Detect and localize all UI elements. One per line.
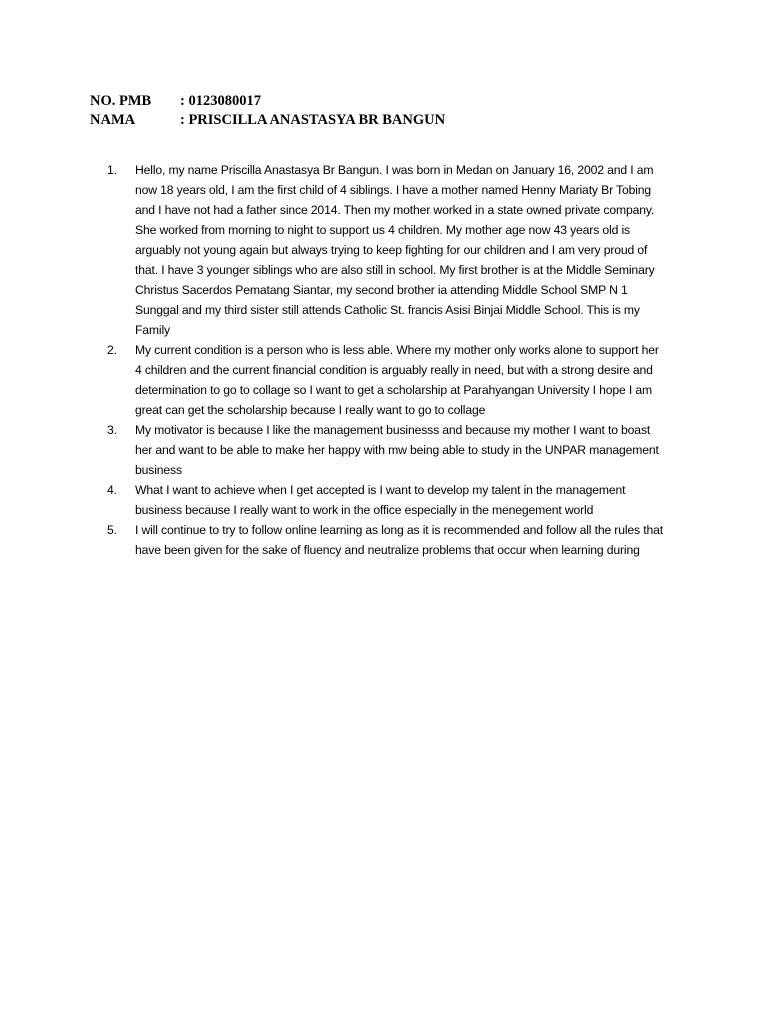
pmb-label: NO. PMB [90, 93, 152, 109]
list-item [107, 340, 667, 420]
numbered-list [107, 160, 667, 560]
list-item [107, 480, 667, 520]
list-item-text: What I want to achieve when I get accepted is I want to develop my talent in the management business because I really want to work in the office especially in the menegement world [135, 483, 626, 517]
pmb-value: : 0123080017 [180, 93, 261, 109]
nama-value: : PRISCILLA ANASTASYA BR BANGUN [180, 112, 446, 128]
list-item [107, 160, 667, 340]
list-item-number: 5. [107, 523, 117, 537]
list-item-text: I will continue to try to follow online learning as long as it is recommended and follow all the rules that have been given for the sake of fluency and neutralize problems that occur when learning during [135, 523, 663, 557]
list-item-number: 2. [107, 343, 117, 357]
nama-row [90, 111, 445, 130]
list-item-number: 4. [107, 483, 117, 497]
document-header [90, 92, 445, 130]
list-item-number: 1. [107, 163, 117, 177]
list-item-text: My motivator is because I like the management businesss and because my mother I want to boast her and want to be able to make her happy with mw being able to study in the UNPAR management business [135, 423, 659, 477]
list-item [107, 420, 667, 480]
list-item-text: Hello, my name Priscilla Anastasya Br Bangun. I was born in Medan on January 16, 2002 and I am now 18 years old, I am the first child of 4 siblings. I have a mother named Henny Mariaty Br Tobing and I have not had a father since 2014. Then my mother worked in a state owned private company. She worked from morning to night to support us 4 children. My mother age now 43 years old is arguably not young again but always trying to keep fighting for our children and I am very proud of that. I have 3 younger siblings who are also still in school. My first brother is at the Middle Seminary Christus Sacerdos Pematang Siantar, my second brother ia attending Middle School SMP N 1 Sunggal and my third sister still attends Catholic St. francis Asisi Binjai Middle School. This is my Family [135, 163, 655, 337]
list-item-text: My current condition is a person who is less able. Where my mother only works alone to support her 4 children and the current financial condition is arguably really in need, but with a strong desire and determination to go to collage so I want to get a scholarship at Parahyangan University I hope I am great can get the scholarship because I really want to go to collage [135, 343, 659, 417]
pmb-row [90, 92, 445, 111]
nama-label: NAMA [90, 112, 136, 128]
list-item-number: 3. [107, 423, 117, 437]
list-item [107, 520, 667, 560]
